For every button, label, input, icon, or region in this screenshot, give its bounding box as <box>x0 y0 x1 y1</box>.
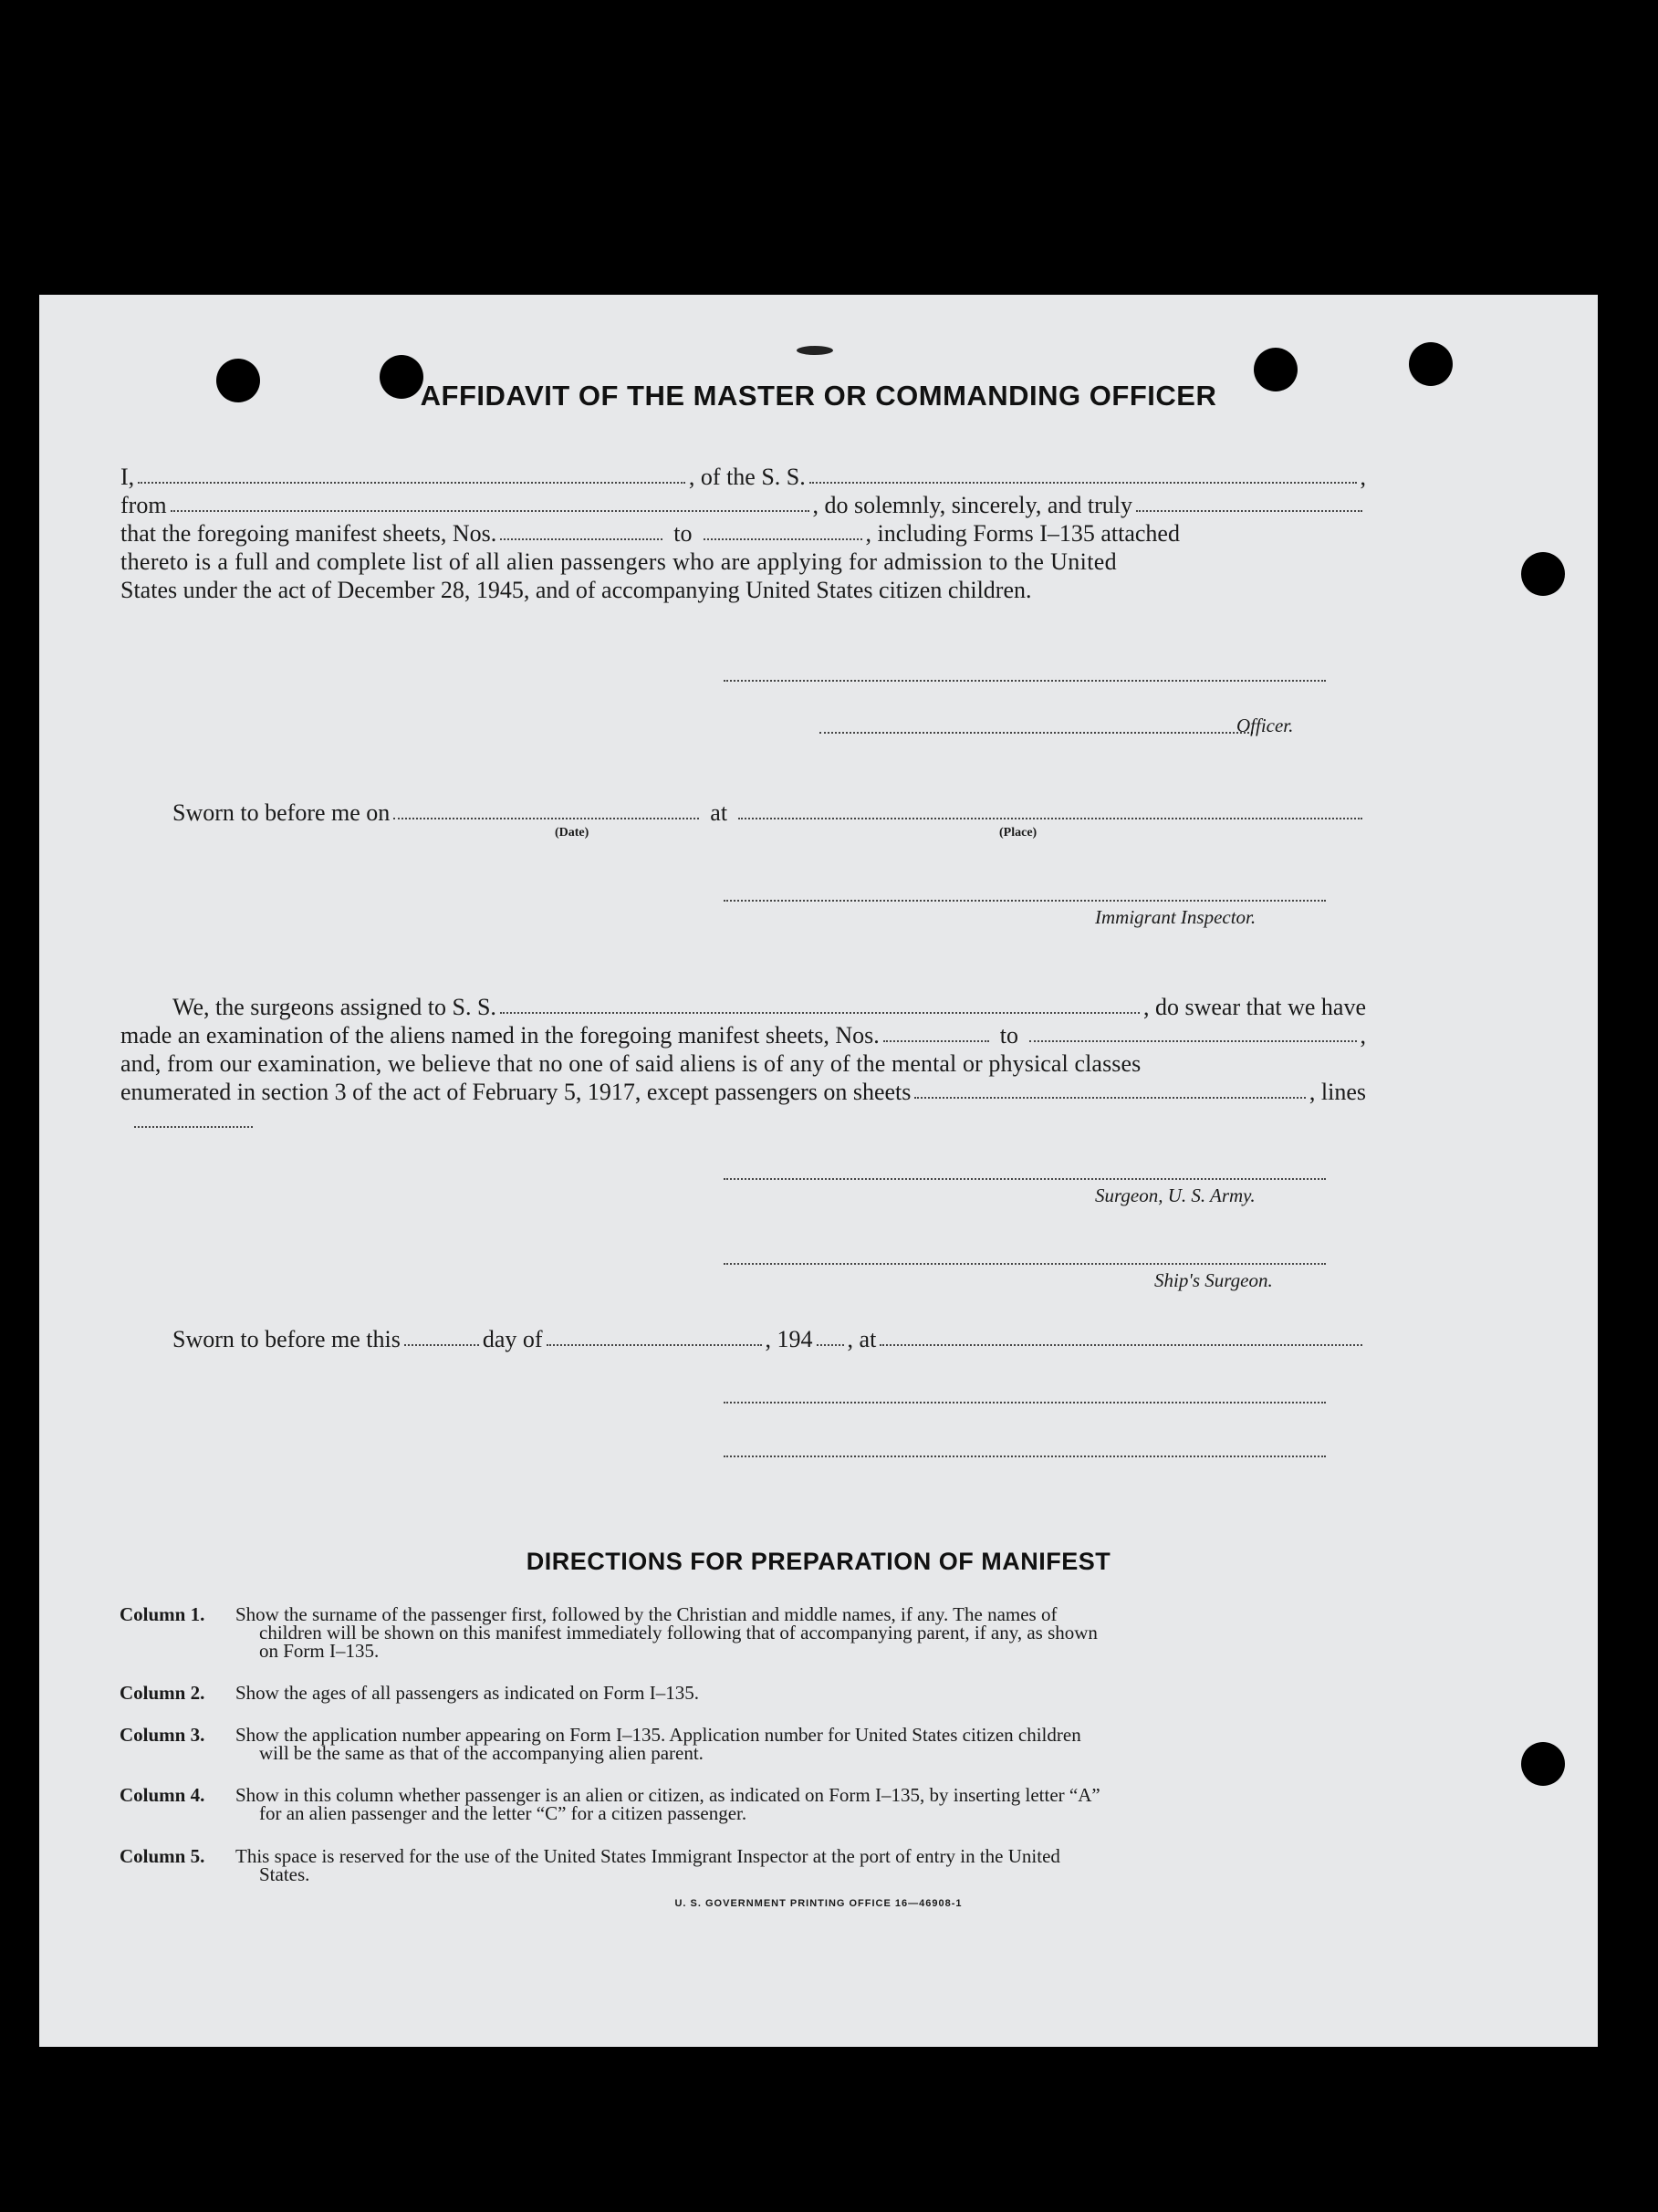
text: thereto is a full and complete list of all alien passengers who are applying for admission to the United <box>120 548 1118 575</box>
inspector-signature-line <box>724 900 1326 902</box>
text: enumerated in section 3 of the act of February 5, 1917, except passengers on sheets <box>120 1079 912 1105</box>
column-1-label: Column 1. <box>120 1603 205 1625</box>
ship-surgeon-label: Ship's Surgeon. <box>1154 1269 1273 1291</box>
punch-hole <box>1521 1742 1565 1786</box>
army-surgeon-signature-line <box>724 1178 1326 1180</box>
month-field <box>547 1326 762 1346</box>
directions-title: DIRECTIONS FOR PREPARATION OF MANIFEST <box>526 1548 1111 1575</box>
sworn-surgeons-line <box>172 1326 1366 1354</box>
affidavit-title: AFFIDAVIT OF THE MASTER OR COMMANDING OFFICER <box>420 380 1217 412</box>
text: will be the same as that of the accompanying alien parent. <box>259 1742 704 1764</box>
text: , do solemnly, sincerely, and truly <box>812 492 1132 518</box>
text: day of <box>482 1326 543 1352</box>
date-field <box>393 799 699 819</box>
date-caption: (Date) <box>555 826 589 840</box>
surgeons-line-3 <box>120 1050 1366 1079</box>
text: I, <box>120 464 135 490</box>
text: Show the application number appearing on Form I–135. Application number for United States citizen children <box>235 1724 1081 1746</box>
text: Show the surname of the passenger first, followed by the Christian and middle names, if any. The names of <box>235 1603 1058 1625</box>
officer-label: Officer. <box>1236 715 1294 736</box>
text: and, from our examination, we believe that no one of said aliens is of any of the mental or physical classes <box>120 1050 1142 1077</box>
sheets-field <box>914 1079 1305 1099</box>
column-1-text <box>235 1605 1369 1660</box>
text: , do swear that we have <box>1142 994 1366 1020</box>
master-name-field <box>138 464 685 484</box>
text: We, the surgeons assigned to S. S. <box>172 994 496 1020</box>
affidavit-line-4 <box>120 548 1366 577</box>
place-field <box>880 1326 1362 1346</box>
text: Show in this column whether passenger is an alien or citizen, as indicated on Form I–135, by inserting letter “A” <box>235 1784 1100 1806</box>
column-4-text <box>235 1786 1369 1822</box>
column-5-text <box>235 1847 1369 1883</box>
text: , including Forms I–135 attached <box>865 520 1180 547</box>
affidavit-line-2 <box>120 492 1366 520</box>
sheet-to-field <box>1029 1022 1357 1042</box>
printing-office-note: U. S. GOVERNMENT PRINTING OFFICE 16—46908-1 <box>674 1898 963 1909</box>
column-2-text <box>235 1684 1369 1702</box>
blank-field <box>1136 492 1362 512</box>
column-3-label: Column 3. <box>120 1724 205 1746</box>
ship-name-field <box>500 994 1140 1014</box>
official-title-line <box>724 1456 1326 1457</box>
affidavit-line-5 <box>120 577 1366 605</box>
text: Sworn to before me this <box>172 1326 401 1352</box>
inspector-label: Immigrant Inspector. <box>1095 906 1257 928</box>
text: , <box>1360 1022 1366 1049</box>
affidavit-line-1 <box>120 464 1366 492</box>
form-page <box>39 295 1598 2047</box>
text: made an examination of the aliens named in the foregoing manifest sheets, Nos. <box>120 1022 880 1049</box>
text: to <box>673 520 693 547</box>
place-field <box>738 799 1362 819</box>
text: , <box>1360 464 1367 490</box>
text: , of the S. S. <box>688 464 806 490</box>
text: for an alien passenger and the letter “C” for a citizen passenger. <box>259 1802 747 1824</box>
place-caption: (Place) <box>999 826 1038 840</box>
surgeons-line-2 <box>120 1022 1366 1050</box>
column-4-label: Column 4. <box>120 1784 205 1806</box>
column-5-label: Column 5. <box>120 1845 205 1867</box>
army-surgeon-label: Surgeon, U. S. Army. <box>1095 1184 1256 1206</box>
lines-field <box>134 1126 253 1128</box>
signature-line <box>724 680 1326 682</box>
text: , 194 <box>765 1326 813 1352</box>
sheet-from-field <box>500 520 662 540</box>
column-3-text <box>235 1726 1369 1762</box>
text: This space is reserved for the use of the United States Immigrant Inspector at the port of entry in the United <box>235 1845 1060 1867</box>
text: , at <box>847 1326 877 1352</box>
text: States under the act of December 28, 1945, and of accompanying United States citizen children. <box>120 577 1032 603</box>
sheet-from-field <box>883 1022 989 1042</box>
text: Show the ages of all passengers as indicated on Form I–135. <box>235 1682 699 1704</box>
text: from <box>120 492 167 518</box>
officer-signature-line <box>819 732 1253 734</box>
text: on Form I–135. <box>259 1640 380 1662</box>
port-field <box>171 492 809 512</box>
text: States. <box>259 1863 310 1885</box>
day-field <box>404 1326 479 1346</box>
ink-spot <box>797 346 833 355</box>
ship-name-field <box>809 464 1357 484</box>
ship-surgeon-signature-line <box>724 1263 1326 1265</box>
surgeons-line-4 <box>120 1079 1366 1107</box>
text: that the foregoing manifest sheets, Nos. <box>120 520 497 547</box>
text: , lines <box>1309 1079 1366 1105</box>
text: at <box>710 799 728 826</box>
text: children will be shown on this manifest immediately following that of accompanying parent, if any, as shown <box>259 1622 1098 1643</box>
column-2-label: Column 2. <box>120 1682 205 1704</box>
year-field <box>817 1326 844 1346</box>
affidavit-line-3 <box>120 520 1366 548</box>
surgeons-line-1 <box>172 994 1366 1022</box>
punch-hole <box>1521 552 1565 596</box>
sworn-master-line <box>172 799 1366 828</box>
text: Sworn to before me on <box>172 799 391 826</box>
official-signature-line <box>724 1402 1326 1403</box>
sheet-to-field <box>704 520 862 540</box>
text: to <box>999 1022 1018 1049</box>
